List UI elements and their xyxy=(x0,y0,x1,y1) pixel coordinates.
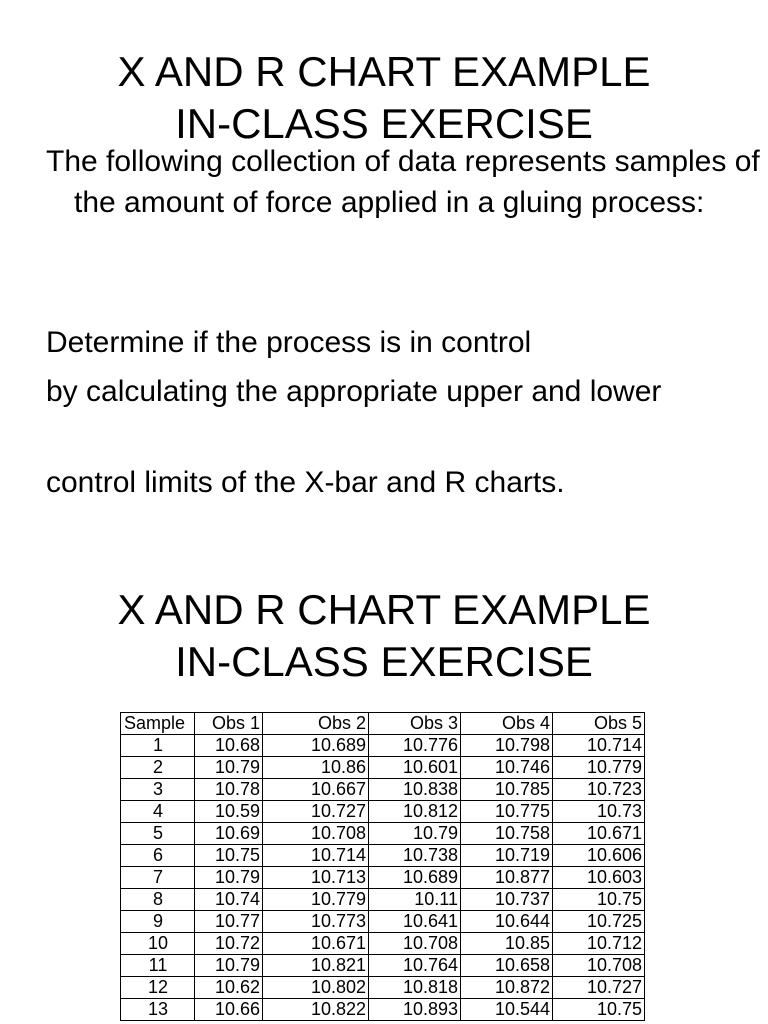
observation-cell: 10.893 xyxy=(369,999,461,1021)
observation-cell: 10.85 xyxy=(461,933,553,955)
observation-cell: 10.723 xyxy=(553,779,645,801)
table-row xyxy=(121,779,645,801)
column-header: Obs 1 xyxy=(195,713,263,735)
table-row xyxy=(121,889,645,911)
observation-cell: 10.746 xyxy=(461,757,553,779)
observation-cell: 10.727 xyxy=(263,801,369,823)
observation-cell: 10.79 xyxy=(195,757,263,779)
instruction-line-2: by calculating the appropriate upper and lower xyxy=(46,375,662,408)
observation-cell: 10.821 xyxy=(263,955,369,977)
sample-number-cell: 1 xyxy=(121,735,195,757)
observation-cell: 10.822 xyxy=(263,999,369,1021)
column-header: Sample xyxy=(121,713,195,735)
observation-cell: 10.86 xyxy=(263,757,369,779)
slide-2-title-line-1: X AND R CHART EXAMPLE xyxy=(117,586,651,633)
observation-cell: 10.603 xyxy=(553,867,645,889)
observation-cell: 10.658 xyxy=(461,955,553,977)
observation-cell: 10.11 xyxy=(369,889,461,911)
slide-2-title-line-2: IN-CLASS EXERCISE xyxy=(175,638,593,685)
sample-number-cell: 6 xyxy=(121,845,195,867)
table-row xyxy=(121,845,645,867)
observation-cell: 10.838 xyxy=(369,779,461,801)
observation-cell: 10.62 xyxy=(195,977,263,999)
observation-cell: 10.79 xyxy=(195,955,263,977)
table-row xyxy=(121,735,645,757)
observation-cell: 10.708 xyxy=(553,955,645,977)
observation-cell: 10.66 xyxy=(195,999,263,1021)
observation-cell: 10.667 xyxy=(263,779,369,801)
observation-cell: 10.79 xyxy=(195,867,263,889)
table-body xyxy=(121,735,645,1021)
sample-number-cell: 8 xyxy=(121,889,195,911)
observation-cell: 10.74 xyxy=(195,889,263,911)
sample-number-cell: 4 xyxy=(121,801,195,823)
observation-cell: 10.671 xyxy=(553,823,645,845)
observation-cell: 10.802 xyxy=(263,977,369,999)
observation-cell: 10.606 xyxy=(553,845,645,867)
sample-number-cell: 9 xyxy=(121,911,195,933)
observation-cell: 10.68 xyxy=(195,735,263,757)
observation-cell: 10.78 xyxy=(195,779,263,801)
table-row xyxy=(121,757,645,779)
table-header-row xyxy=(121,713,645,735)
instruction-line-3: control limits of the X-bar and R charts. xyxy=(46,466,565,499)
observation-cell: 10.75 xyxy=(553,889,645,911)
sample-number-cell: 7 xyxy=(121,867,195,889)
table-row xyxy=(121,999,645,1021)
sample-number-cell: 13 xyxy=(121,999,195,1021)
data-table xyxy=(120,712,645,1021)
table-row xyxy=(121,955,645,977)
slide-2 xyxy=(0,560,768,1024)
observation-cell: 10.79 xyxy=(369,823,461,845)
observation-cell: 10.877 xyxy=(461,867,553,889)
sample-number-cell: 2 xyxy=(121,757,195,779)
observation-cell: 10.644 xyxy=(461,911,553,933)
observation-cell: 10.75 xyxy=(195,845,263,867)
observation-cell: 10.713 xyxy=(263,867,369,889)
table-row xyxy=(121,911,645,933)
observation-cell: 10.773 xyxy=(263,911,369,933)
observation-cell: 10.714 xyxy=(263,845,369,867)
slide-2-title xyxy=(0,584,768,688)
observation-cell: 10.75 xyxy=(553,999,645,1021)
observation-cell: 10.725 xyxy=(553,911,645,933)
sample-number-cell: 3 xyxy=(121,779,195,801)
observation-cell: 10.776 xyxy=(369,735,461,757)
instruction-line-1: Determine if the process is in control xyxy=(46,326,532,359)
table-row xyxy=(121,867,645,889)
observation-cell: 10.785 xyxy=(461,779,553,801)
observation-cell: 10.73 xyxy=(553,801,645,823)
observation-cell: 10.671 xyxy=(263,933,369,955)
observation-cell: 10.712 xyxy=(553,933,645,955)
column-header: Obs 5 xyxy=(553,713,645,735)
observation-cell: 10.818 xyxy=(369,977,461,999)
observation-cell: 10.779 xyxy=(263,889,369,911)
table-row xyxy=(121,933,645,955)
column-header: Obs 4 xyxy=(461,713,553,735)
observation-cell: 10.69 xyxy=(195,823,263,845)
observation-cell: 10.812 xyxy=(369,801,461,823)
slide-1-title-line-1: X AND R CHART EXAMPLE xyxy=(117,48,651,95)
observation-cell: 10.758 xyxy=(461,823,553,845)
observation-cell: 10.77 xyxy=(195,911,263,933)
table-row xyxy=(121,801,645,823)
sample-number-cell: 10 xyxy=(121,933,195,955)
observation-cell: 10.872 xyxy=(461,977,553,999)
observation-cell: 10.601 xyxy=(369,757,461,779)
slide-1-title xyxy=(0,46,768,150)
observation-cell: 10.764 xyxy=(369,955,461,977)
table-row xyxy=(121,823,645,845)
sample-number-cell: 5 xyxy=(121,823,195,845)
observation-cell: 10.72 xyxy=(195,933,263,955)
slide-1-title-line-2: IN-CLASS EXERCISE xyxy=(175,100,593,147)
sample-number-cell: 12 xyxy=(121,977,195,999)
observation-cell: 10.708 xyxy=(369,933,461,955)
observation-cell: 10.708 xyxy=(263,823,369,845)
intro-paragraph: The following collection of data represents samples of the amount of force applied in a gluing process: xyxy=(46,145,760,219)
observation-cell: 10.798 xyxy=(461,735,553,757)
observation-cell: 10.719 xyxy=(461,845,553,867)
observation-cell: 10.737 xyxy=(461,889,553,911)
observation-cell: 10.544 xyxy=(461,999,553,1021)
observation-cell: 10.641 xyxy=(369,911,461,933)
observation-cell: 10.689 xyxy=(263,735,369,757)
table-row xyxy=(121,977,645,999)
observation-cell: 10.59 xyxy=(195,801,263,823)
column-header: Obs 3 xyxy=(369,713,461,735)
observation-cell: 10.779 xyxy=(553,757,645,779)
sample-number-cell: 11 xyxy=(121,955,195,977)
observation-cell: 10.738 xyxy=(369,845,461,867)
observation-cell: 10.775 xyxy=(461,801,553,823)
column-header: Obs 2 xyxy=(263,713,369,735)
observation-cell: 10.727 xyxy=(553,977,645,999)
observation-cell: 10.689 xyxy=(369,867,461,889)
observation-cell: 10.714 xyxy=(553,735,645,757)
